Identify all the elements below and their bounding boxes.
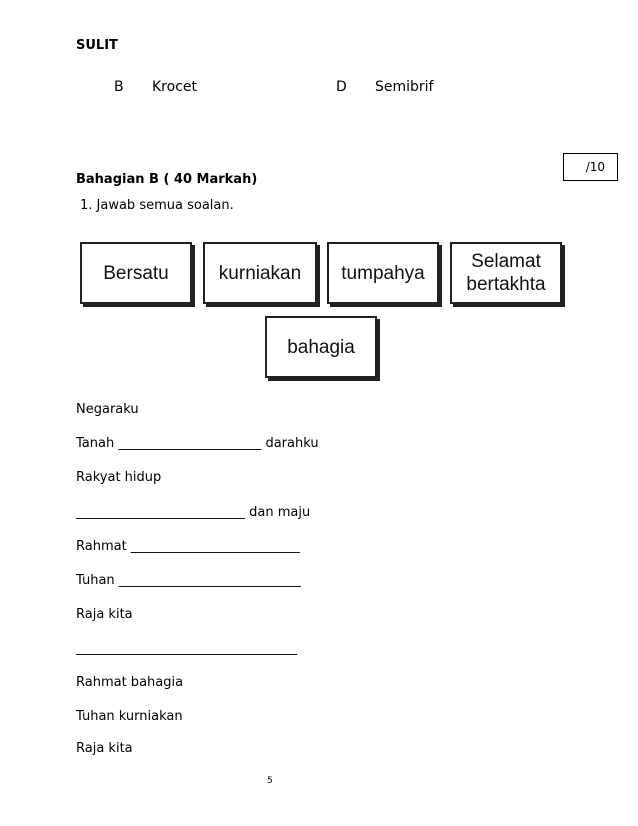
word-card-bahagia <box>265 316 377 378</box>
instruction-text: 1. Jawab semua soalan. <box>80 198 234 213</box>
option-b-text: Krocet <box>152 79 197 95</box>
lyric-line-9: Rahmat bahagia <box>76 675 184 690</box>
word-card-bersatu <box>80 242 192 304</box>
lyric-line-10: Tuhan kurniakan <box>76 709 183 724</box>
word-card-label: Selamat bertakhta <box>466 251 546 295</box>
lyric-line-4: __________________________ dan maju <box>76 505 311 520</box>
option-b-letter: B <box>114 79 124 95</box>
word-card-label: kurniakan <box>218 262 302 284</box>
word-card-label: bahagia <box>287 336 355 358</box>
lyric-line-6: Tuhan ____________________________ <box>76 573 301 588</box>
score-text: /10 <box>585 160 605 174</box>
lyric-line-2: Tanah ______________________ darahku <box>76 436 319 451</box>
lyric-line-7: Raja kita <box>76 607 133 622</box>
word-card-tumpahya <box>327 242 439 304</box>
lyric-line-3: Rakyat hidup <box>76 470 162 485</box>
word-card-label: Bersatu <box>103 262 169 284</box>
word-card-kurniakan <box>203 242 317 304</box>
lyric-line-5: Rahmat __________________________ <box>76 539 300 554</box>
section-title: Bahagian B ( 40 Markah) <box>76 172 258 187</box>
lyric-line-11: Raja kita <box>76 741 133 756</box>
lyric-line-1: Negaraku <box>76 402 139 417</box>
score-box <box>563 153 618 181</box>
word-card-label: tumpahya <box>341 262 425 284</box>
word-card-selamat-bertakhta <box>450 242 562 304</box>
page-number: 5 <box>267 776 273 786</box>
header-label: SULIT <box>76 38 118 53</box>
option-d-letter: D <box>336 79 347 95</box>
option-d-text: Semibrif <box>375 79 434 95</box>
lyric-line-8: __________________________________ <box>76 641 297 656</box>
